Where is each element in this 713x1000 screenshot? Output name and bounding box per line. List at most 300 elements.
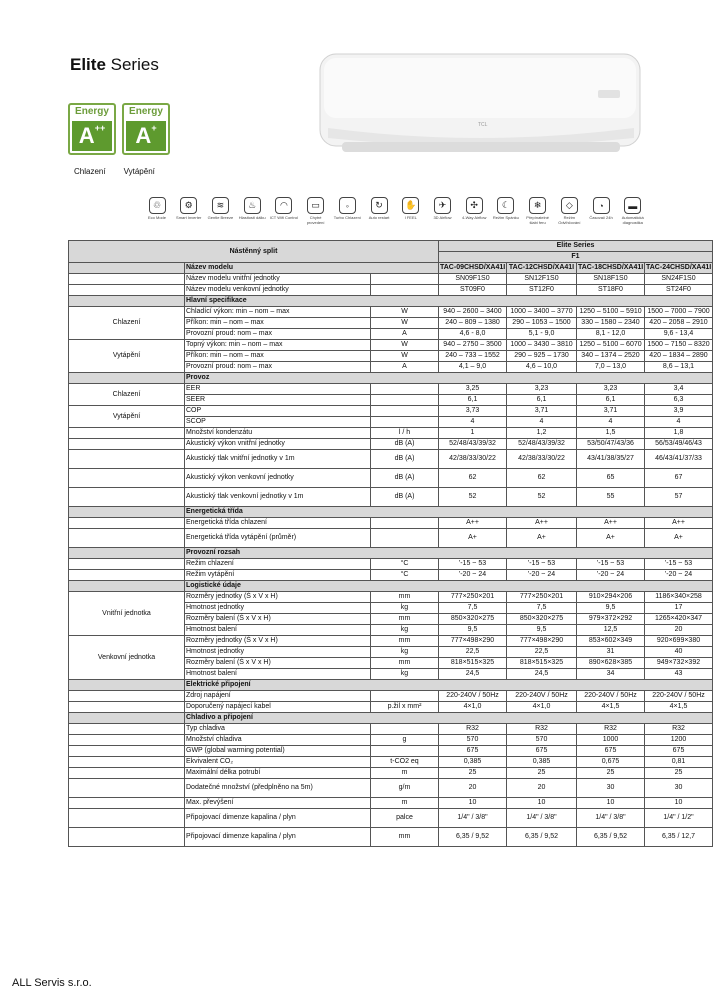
row-label: Název modelu venkovní jednotky	[185, 285, 371, 296]
value-cell: SN24F1S0	[645, 274, 713, 285]
row-unit: kg	[371, 625, 439, 636]
value-cell: 0,385	[439, 757, 507, 768]
empty-cell	[69, 488, 185, 507]
value-cell: '-15 ~ 53	[577, 559, 645, 570]
value-cell: SN12F1S0	[507, 274, 577, 285]
value-cell: '-15 ~ 53	[645, 559, 713, 570]
table-row	[69, 439, 713, 450]
energy-badge-heating	[122, 103, 170, 155]
section-title: Chladivo a připojení	[185, 713, 713, 724]
section-title: Elektrické připojení	[185, 680, 713, 691]
energy-saving-icon: ❄	[529, 197, 546, 214]
feature-label: 4-Way Airflow	[462, 215, 487, 220]
empty-cell	[69, 680, 185, 691]
value-cell: 850×320×275	[439, 614, 507, 625]
value-cell: 55	[577, 488, 645, 507]
value-cell: 7,5	[439, 603, 507, 614]
spec-table	[68, 240, 713, 847]
value-cell: 340 – 1374 – 2520	[577, 351, 645, 362]
feature-icons	[145, 197, 645, 225]
feature-item	[557, 197, 581, 225]
value-cell: 890×628×385	[577, 658, 645, 669]
value-cell: A+	[577, 529, 645, 548]
page-title	[70, 55, 159, 75]
feature-item	[462, 197, 486, 225]
value-cell: 20	[439, 779, 507, 798]
value-cell: 910×294×206	[577, 592, 645, 603]
value-cell: 57	[645, 488, 713, 507]
empty-cell	[69, 713, 185, 724]
value-cell: 9,5	[439, 625, 507, 636]
row-label: Energetická třída vytápění (průměr)	[185, 529, 371, 548]
row-unit: mm	[371, 828, 439, 847]
energy-label: Energy	[129, 106, 163, 117]
value-cell: 62	[507, 469, 577, 488]
energy-grade	[72, 121, 112, 151]
empty-cell	[69, 581, 185, 592]
table-row	[69, 428, 713, 439]
value-cell: 4,1 – 9,0	[439, 362, 507, 373]
row-unit	[371, 529, 439, 548]
value-cell: 4	[507, 417, 577, 428]
value-cell: 1,5	[577, 428, 645, 439]
value-cell: 20	[645, 625, 713, 636]
row-label: Připojovací dimenze kapalina / plyn	[185, 809, 371, 828]
value-cell: 62	[439, 469, 507, 488]
feature-item	[304, 197, 328, 225]
value-cell: 25	[645, 768, 713, 779]
value-cell: 5,1 - 9,0	[507, 329, 577, 340]
row-unit: m	[371, 768, 439, 779]
table-row	[69, 768, 713, 779]
value-cell: R32	[645, 724, 713, 735]
feature-label: Automatická diagnostika	[621, 215, 644, 225]
row-unit: l / h	[371, 428, 439, 439]
row-label: Hmotnost jednotky	[185, 603, 371, 614]
table-row	[69, 285, 713, 296]
value-cell: 330 – 1580 – 2340	[577, 318, 645, 329]
value-cell: 7,0 – 13,0	[577, 362, 645, 373]
section-row	[69, 713, 713, 724]
table-row	[69, 307, 713, 318]
table-row	[69, 592, 713, 603]
row-label: Příkon: min – nom – max	[185, 318, 371, 329]
empty-cell	[69, 274, 185, 285]
row-unit: mm	[371, 658, 439, 669]
section-title: Hlavní specifikace	[185, 296, 713, 307]
table-row	[69, 340, 713, 351]
empty-cell	[69, 570, 185, 581]
value-cell: 3,73	[439, 406, 507, 417]
value-cell: 570	[507, 735, 577, 746]
value-cell: 1250 – 5100 – 5910	[577, 307, 645, 318]
eco-mode-icon: ♲	[149, 197, 166, 214]
4way-airflow-icon: ✣	[466, 197, 483, 214]
value-cell: 675	[439, 746, 507, 757]
empty-cell	[69, 691, 185, 702]
row-unit	[371, 384, 439, 395]
row-unit: mm	[371, 636, 439, 647]
row-unit	[371, 274, 439, 285]
value-cell: 25	[577, 768, 645, 779]
table-row	[69, 274, 713, 285]
value-cell: 52/48/43/39/32	[439, 439, 507, 450]
feature-item	[177, 197, 201, 225]
value-cell: 818×515×325	[507, 658, 577, 669]
row-label: Hmotnost jednotky	[185, 647, 371, 658]
section-title: Energetická třída	[185, 507, 713, 518]
section-title: Logistické údaje	[185, 581, 713, 592]
value-cell: ST24F0	[645, 285, 713, 296]
value-cell: 9,5	[577, 603, 645, 614]
value-cell: 1500 – 7000 – 7900	[645, 307, 713, 318]
table-row	[69, 798, 713, 809]
section-row	[69, 548, 713, 559]
grade-sup: +	[151, 123, 157, 133]
value-cell: 850×320×275	[507, 614, 577, 625]
row-unit: m	[371, 798, 439, 809]
row-label: Množství kondenzátu	[185, 428, 371, 439]
feature-label: Režim Odvlhčování	[558, 215, 581, 225]
value-cell: 675	[507, 746, 577, 757]
value-cell: 25	[507, 768, 577, 779]
value-cell: 220-240V / 50Hz	[645, 691, 713, 702]
empty-cell	[69, 798, 185, 809]
feature-label: Hlasitosti dálku	[238, 215, 266, 220]
section-row	[69, 507, 713, 518]
value-cell: 3,25	[439, 384, 507, 395]
row-label: COP	[185, 406, 371, 417]
value-cell: 1/4" / 3/8"	[507, 809, 577, 828]
value-cell: 12,5	[577, 625, 645, 636]
value-cell: 240 – 733 – 1552	[439, 351, 507, 362]
feature-label: I FEEL	[404, 215, 417, 220]
value-cell: 420 – 2058 – 2910	[645, 318, 713, 329]
value-cell: 3,71	[577, 406, 645, 417]
value-cell: 67	[645, 469, 713, 488]
value-cell: 675	[645, 746, 713, 757]
energy-badges	[68, 103, 170, 155]
wall-split-header: Nástěnný split	[69, 241, 439, 263]
row-unit: dB (A)	[371, 450, 439, 469]
value-cell: 25	[439, 768, 507, 779]
footer-company: ALL Servis s.r.o.	[12, 977, 92, 989]
value-cell: 853×602×349	[577, 636, 645, 647]
feature-label: Režim Spánku	[492, 215, 519, 220]
value-cell: 1000 – 3400 – 3770	[507, 307, 577, 318]
row-unit: W	[371, 307, 439, 318]
value-cell: 22,5	[507, 647, 577, 658]
value-cell: 3,9	[645, 406, 713, 417]
row-unit: mm	[371, 592, 439, 603]
table-row	[69, 828, 713, 847]
value-cell: R32	[439, 724, 507, 735]
row-label: Režim chlazení	[185, 559, 371, 570]
empty-cell	[69, 828, 185, 847]
value-cell: A+	[507, 529, 577, 548]
row-unit	[371, 285, 439, 296]
value-cell: A+	[645, 529, 713, 548]
row-unit: °C	[371, 570, 439, 581]
row-label: Akustický tlak vnitřní jednotky v 1m	[185, 450, 371, 469]
value-cell: A+	[439, 529, 507, 548]
row-unit	[371, 417, 439, 428]
grade-sup: ++	[94, 123, 106, 133]
value-cell: 53/50/47/43/36	[577, 439, 645, 450]
row-label: Typ chladiva	[185, 724, 371, 735]
row-unit	[371, 746, 439, 757]
value-cell: 0,81	[645, 757, 713, 768]
auto-diagnosis-icon: ▬	[624, 197, 641, 214]
row-label: Topný výkon: min – nom – max	[185, 340, 371, 351]
row-label: Akustický tlak venkovní jednotky v 1m	[185, 488, 371, 507]
value-cell: 1500 – 7150 – 8320	[645, 340, 713, 351]
row-label: SCOP	[185, 417, 371, 428]
row-unit: mm	[371, 614, 439, 625]
value-cell: 43	[645, 669, 713, 680]
feature-item	[240, 197, 264, 225]
value-cell: 43/41/38/35/27	[577, 450, 645, 469]
value-cell: A++	[439, 518, 507, 529]
value-cell: 9,6 - 13,4	[645, 329, 713, 340]
value-cell: 3,23	[577, 384, 645, 395]
feature-item	[145, 197, 169, 225]
timer-icon: ◔	[593, 197, 610, 214]
value-cell: 1186×340×258	[645, 592, 713, 603]
value-cell: 4×1,5	[645, 702, 713, 713]
empty-cell	[69, 757, 185, 768]
value-cell: 52	[507, 488, 577, 507]
value-cell: 10	[577, 798, 645, 809]
value-cell: 42/38/33/30/22	[507, 450, 577, 469]
ifeel-icon: ✋	[402, 197, 419, 214]
value-cell: 940 – 2600 – 3400	[439, 307, 507, 318]
series-header: Elite Series	[439, 241, 713, 252]
value-cell: 7,5	[507, 603, 577, 614]
row-group-label: Chlazení	[69, 307, 185, 340]
value-cell: 1265×420×347	[645, 614, 713, 625]
value-cell: 6,1	[577, 395, 645, 406]
empty-cell	[69, 768, 185, 779]
value-cell: 8,1 - 12,0	[577, 329, 645, 340]
row-unit: t-CO2 eq	[371, 757, 439, 768]
value-cell: R32	[507, 724, 577, 735]
feature-label: Chytré provedení	[306, 215, 325, 225]
row-unit	[371, 518, 439, 529]
row-unit: g/m	[371, 779, 439, 798]
row-unit	[371, 395, 439, 406]
value-cell: 4	[645, 417, 713, 428]
value-cell: 1/4" / 3/8"	[577, 809, 645, 828]
quick-start-icon: ▭	[307, 197, 324, 214]
grade-letter: A	[78, 123, 95, 148]
row-label: Režim vytápění	[185, 570, 371, 581]
table-row	[69, 724, 713, 735]
table-row	[69, 570, 713, 581]
value-cell: 4,6 – 10,0	[507, 362, 577, 373]
empty-cell	[69, 702, 185, 713]
value-cell: 920×699×380	[645, 636, 713, 647]
value-cell: 675	[577, 746, 645, 757]
value-cell: 570	[439, 735, 507, 746]
energy-label: Energy	[75, 106, 109, 117]
value-cell: 42/38/33/30/22	[439, 450, 507, 469]
table-row	[69, 559, 713, 570]
model-name: TAC-09CHSD/XA41I	[439, 263, 507, 274]
empty-cell	[69, 518, 185, 529]
value-cell: 949×732×392	[645, 658, 713, 669]
row-unit: °C	[371, 559, 439, 570]
section-title: Provozní rozsah	[185, 548, 713, 559]
value-cell: 4	[439, 417, 507, 428]
value-cell: A++	[507, 518, 577, 529]
value-cell: 220-240V / 50Hz	[577, 691, 645, 702]
row-label: Dodatečné množství (předplněno na 5m)	[185, 779, 371, 798]
value-cell: 1,8	[645, 428, 713, 439]
row-group-label: Vytápění	[69, 406, 185, 428]
row-label: Max. převýšení	[185, 798, 371, 809]
row-unit: kg	[371, 669, 439, 680]
empty-cell	[69, 469, 185, 488]
empty-cell	[69, 450, 185, 469]
table-row	[69, 469, 713, 488]
value-cell: 8,6 – 13,1	[645, 362, 713, 373]
value-cell: '-20 ~ 24	[507, 570, 577, 581]
empty-cell	[69, 428, 185, 439]
value-cell: 40	[645, 647, 713, 658]
section-row	[69, 581, 713, 592]
value-cell: 46/43/41/37/33	[645, 450, 713, 469]
row-unit: W	[371, 351, 439, 362]
feature-item	[269, 197, 298, 225]
feature-item	[335, 197, 359, 225]
value-cell: 1/4" / 1/2"	[645, 809, 713, 828]
value-cell: 20	[507, 779, 577, 798]
section-row	[69, 296, 713, 307]
auto-restart-icon: ↻	[371, 197, 388, 214]
value-cell: 1000 – 3430 – 3810	[507, 340, 577, 351]
value-cell: 56/53/49/46/43	[645, 439, 713, 450]
brand-bold: Elite	[70, 55, 106, 74]
energy-grade	[126, 121, 166, 151]
feature-item	[589, 197, 613, 225]
table-row	[69, 735, 713, 746]
row-label: Akustický výkon venkovní jednotky	[185, 469, 371, 488]
table-row	[69, 702, 713, 713]
value-cell: 979×372×292	[577, 614, 645, 625]
empty-cell	[69, 529, 185, 548]
feature-label: Smart Inverter	[176, 215, 202, 220]
row-group-label: Vytápění	[69, 340, 185, 373]
row-label: Hmotnost balení	[185, 669, 371, 680]
value-cell: 10	[507, 798, 577, 809]
value-cell: 31	[577, 647, 645, 658]
empty-cell	[69, 373, 185, 384]
value-cell: A++	[645, 518, 713, 529]
row-unit: dB (A)	[371, 469, 439, 488]
unit-logo: TCL	[478, 122, 488, 128]
empty-cell	[69, 746, 185, 757]
model-name: TAC-24CHSD/XA41I	[645, 263, 713, 274]
value-cell: 420 – 1834 – 2890	[645, 351, 713, 362]
value-cell: 6,1	[507, 395, 577, 406]
value-cell: 22,5	[439, 647, 507, 658]
empty-cell	[69, 809, 185, 828]
empty-cell	[69, 507, 185, 518]
turbo-icon: ◦	[339, 197, 356, 214]
feature-item	[208, 197, 232, 225]
value-cell: R32	[577, 724, 645, 735]
value-cell: '-15 ~ 53	[439, 559, 507, 570]
table-row	[69, 636, 713, 647]
value-cell: 52	[439, 488, 507, 507]
value-cell: 777×498×290	[439, 636, 507, 647]
value-cell: 10	[645, 798, 713, 809]
row-label: GWP (global warming potential)	[185, 746, 371, 757]
feature-item	[399, 197, 423, 225]
value-cell: 4,6 - 8,0	[439, 329, 507, 340]
value-cell: 17	[645, 603, 713, 614]
empty-cell	[69, 263, 185, 274]
badge-caption-cooling: Chlazení	[74, 167, 106, 176]
row-label: EER	[185, 384, 371, 395]
model-group-header: F1	[439, 252, 713, 263]
empty-cell	[69, 296, 185, 307]
value-cell: 9,5	[507, 625, 577, 636]
table-row	[69, 529, 713, 548]
value-cell: 24,5	[439, 669, 507, 680]
feature-item	[430, 197, 454, 225]
table-row	[69, 450, 713, 469]
model-name-header: Název modelu	[185, 263, 439, 274]
value-cell: 6,35 / 9,52	[577, 828, 645, 847]
table-row	[69, 779, 713, 798]
row-unit	[371, 691, 439, 702]
badge-captions	[74, 167, 155, 176]
row-label: Doporučený napájecí kabel	[185, 702, 371, 713]
row-label: Provozní proud: nom – max	[185, 362, 371, 373]
row-label: Akustický výkon vnitřní jednotky	[185, 439, 371, 450]
value-cell: 777×498×290	[507, 636, 577, 647]
row-unit: W	[371, 318, 439, 329]
energy-badge-cooling	[68, 103, 116, 155]
row-label: Příkon: min – nom – max	[185, 351, 371, 362]
feature-label: Gentle Breeze	[207, 215, 234, 220]
row-label: SEER	[185, 395, 371, 406]
table-row	[69, 809, 713, 828]
feature-label: Eco Mode	[147, 215, 166, 220]
value-cell: 30	[645, 779, 713, 798]
value-cell: 3,23	[507, 384, 577, 395]
feature-item	[526, 197, 550, 225]
value-cell: ST09F0	[439, 285, 507, 296]
row-label: Rozměry balení (Š x V x H)	[185, 658, 371, 669]
empty-cell	[69, 548, 185, 559]
value-cell: 777×250×201	[439, 592, 507, 603]
model-name: TAC-12CHSD/XA41I	[507, 263, 577, 274]
empty-cell	[69, 735, 185, 746]
value-cell: 940 – 2750 – 3500	[439, 340, 507, 351]
value-cell: 3,71	[507, 406, 577, 417]
row-label: Hmotnost balení	[185, 625, 371, 636]
row-group-label: Chlazení	[69, 384, 185, 406]
value-cell: 777×250×201	[507, 592, 577, 603]
gentle-breeze-icon: ≋	[212, 197, 229, 214]
feature-label: Časovač 24h	[589, 215, 613, 220]
value-cell: 10	[439, 798, 507, 809]
value-cell: 4×1,5	[577, 702, 645, 713]
value-cell: '-20 ~ 24	[645, 570, 713, 581]
